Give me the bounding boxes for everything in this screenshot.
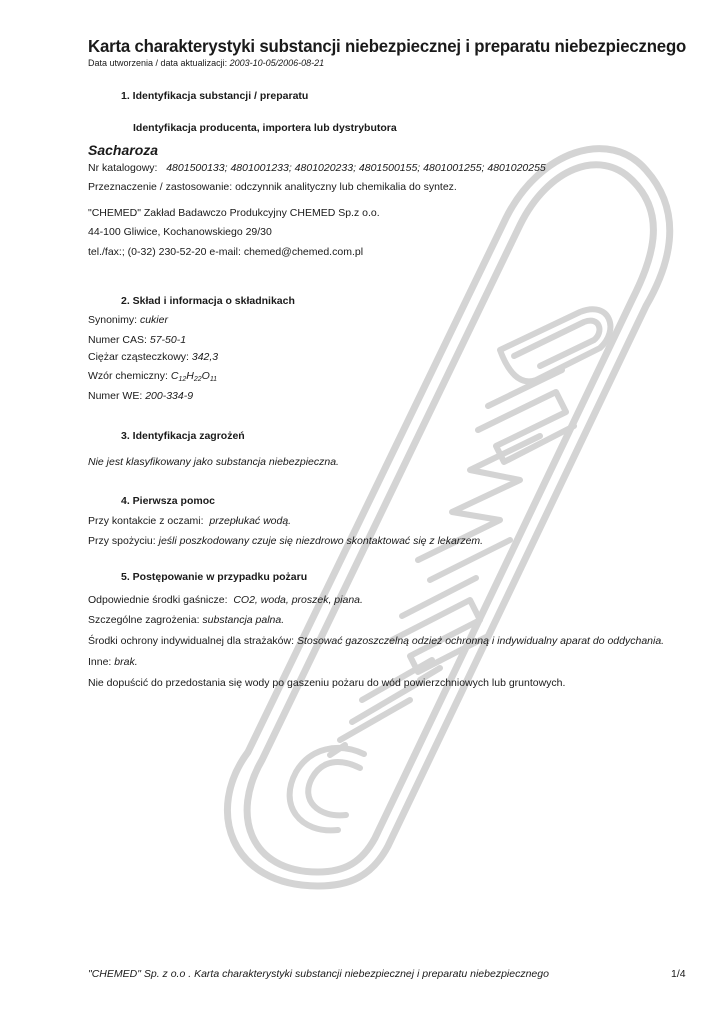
special-hazards-value: substancja palna. xyxy=(202,614,285,626)
document-dates xyxy=(88,58,324,68)
other-label: Inne: xyxy=(88,656,112,668)
formula-label: Wzór chemiczny: xyxy=(88,370,168,382)
special-hazards-label: Szczególne zagrożenia: xyxy=(88,614,200,626)
runoff-note: Nie dopuścić do przedostania się wody po gaszeniu pożaru do wód powierzchniowych lub gruntowych. xyxy=(88,677,566,689)
molecular-weight-label: Ciężar cząsteczkowy: xyxy=(88,351,189,363)
extinguishing-media-value: CO2, woda, proszek, piana. xyxy=(233,594,363,606)
synonyms-value: cukier xyxy=(139,314,168,326)
extinguishing-media-line xyxy=(88,594,363,606)
section-1-subheading: Identyfikacja producenta, importera lub dystrybutora xyxy=(133,122,397,134)
extinguishing-media-label: Odpowiednie środki gaśnicze: xyxy=(88,594,228,606)
other-value: brak. xyxy=(114,656,138,668)
we-number-line xyxy=(88,390,193,402)
section-4-heading: 4. Pierwsza pomoc xyxy=(121,495,215,507)
hazard-classification-text: Nie jest klasyfikowany jako substancja niebezpieczna. xyxy=(88,456,339,468)
section-3-heading: 3. Identyfikacja zagrożeń xyxy=(121,430,245,442)
section-5-heading: 5. Postępowanie w przypadku pożaru xyxy=(121,571,308,583)
page-footer: "CHEMED" Sp. z o.o . Karta charakterystyki substancji niebezpiecznej i preparatu niebezpiecznego xyxy=(88,968,549,980)
firefighter-ppe-value: Stosować gazoszczelną odzież ochronną i indywidualny aparat do oddychania. xyxy=(296,635,665,647)
cas-value: 57-50-1 xyxy=(149,334,187,346)
cas-line xyxy=(88,334,186,346)
dates-value: 2003-10-05/2006-08-21 xyxy=(229,58,325,68)
firefighter-ppe-label: Środki ochrony indywidualnej dla strażaków: xyxy=(88,635,295,647)
molecular-weight-value: 342,3 xyxy=(191,351,219,363)
eye-contact-value: przepłukać wodą. xyxy=(209,515,292,527)
eye-contact-label: Przy kontakcie z oczami: xyxy=(88,515,204,527)
cas-label: Numer CAS: xyxy=(88,334,147,346)
document-title: Karta charakterystyki substancji niebezpiecznej i preparatu niebezpiecznego xyxy=(88,36,687,56)
product-name: Sacharoza xyxy=(88,142,159,158)
formula-line xyxy=(88,370,217,382)
synonyms-label: Synonimy: xyxy=(88,314,138,326)
section-1-heading: 1. Identyfikacja substancji / preparatu xyxy=(121,90,309,102)
molecular-weight-line xyxy=(88,351,218,363)
purpose-line: Przeznaczenie / zastosowanie: odczynnik analityczny lub chemikalia do syntez. xyxy=(88,181,457,193)
firefighter-ppe-line xyxy=(88,635,664,647)
ingestion-line xyxy=(88,535,483,547)
special-hazards-line xyxy=(88,614,284,626)
company-contact: tel./fax:; (0-32) 230-52-20 e-mail: chemed@chemed.com.pl xyxy=(88,246,364,258)
chemical-formula: $C_{12}H_{22}O_{11}$ xyxy=(170,370,218,383)
catalog-label: Nr katalogowy: xyxy=(88,162,158,174)
synonyms-line xyxy=(88,314,168,326)
catalog-value: 4801500133; 4801001233; 4801020233; 4801500155; 4801001255; 4801020255 xyxy=(166,162,546,174)
ingestion-label: Przy spożyciu: xyxy=(88,535,156,547)
section-2-heading: 2. Skład i informacja o składnikach xyxy=(121,295,295,307)
eye-contact-line xyxy=(88,515,291,527)
other-line xyxy=(88,656,138,668)
catalog-number-line xyxy=(88,162,546,174)
ingestion-value: jeśli poszkodowany czuje się niezdrowo skontaktować się z lekarzem. xyxy=(158,535,484,547)
page-number: 1/4 xyxy=(671,968,686,980)
we-value: 200-334-9 xyxy=(145,390,194,402)
dates-label: Data utworzenia / data aktualizacji: xyxy=(88,58,228,68)
company-address: 44-100 Gliwice, Kochanowskiego 29/30 xyxy=(88,226,272,238)
company-name: "CHEMED" Zakład Badawczo Produkcyjny CHEMED Sp.z o.o. xyxy=(88,207,380,219)
we-label: Numer WE: xyxy=(88,390,143,402)
